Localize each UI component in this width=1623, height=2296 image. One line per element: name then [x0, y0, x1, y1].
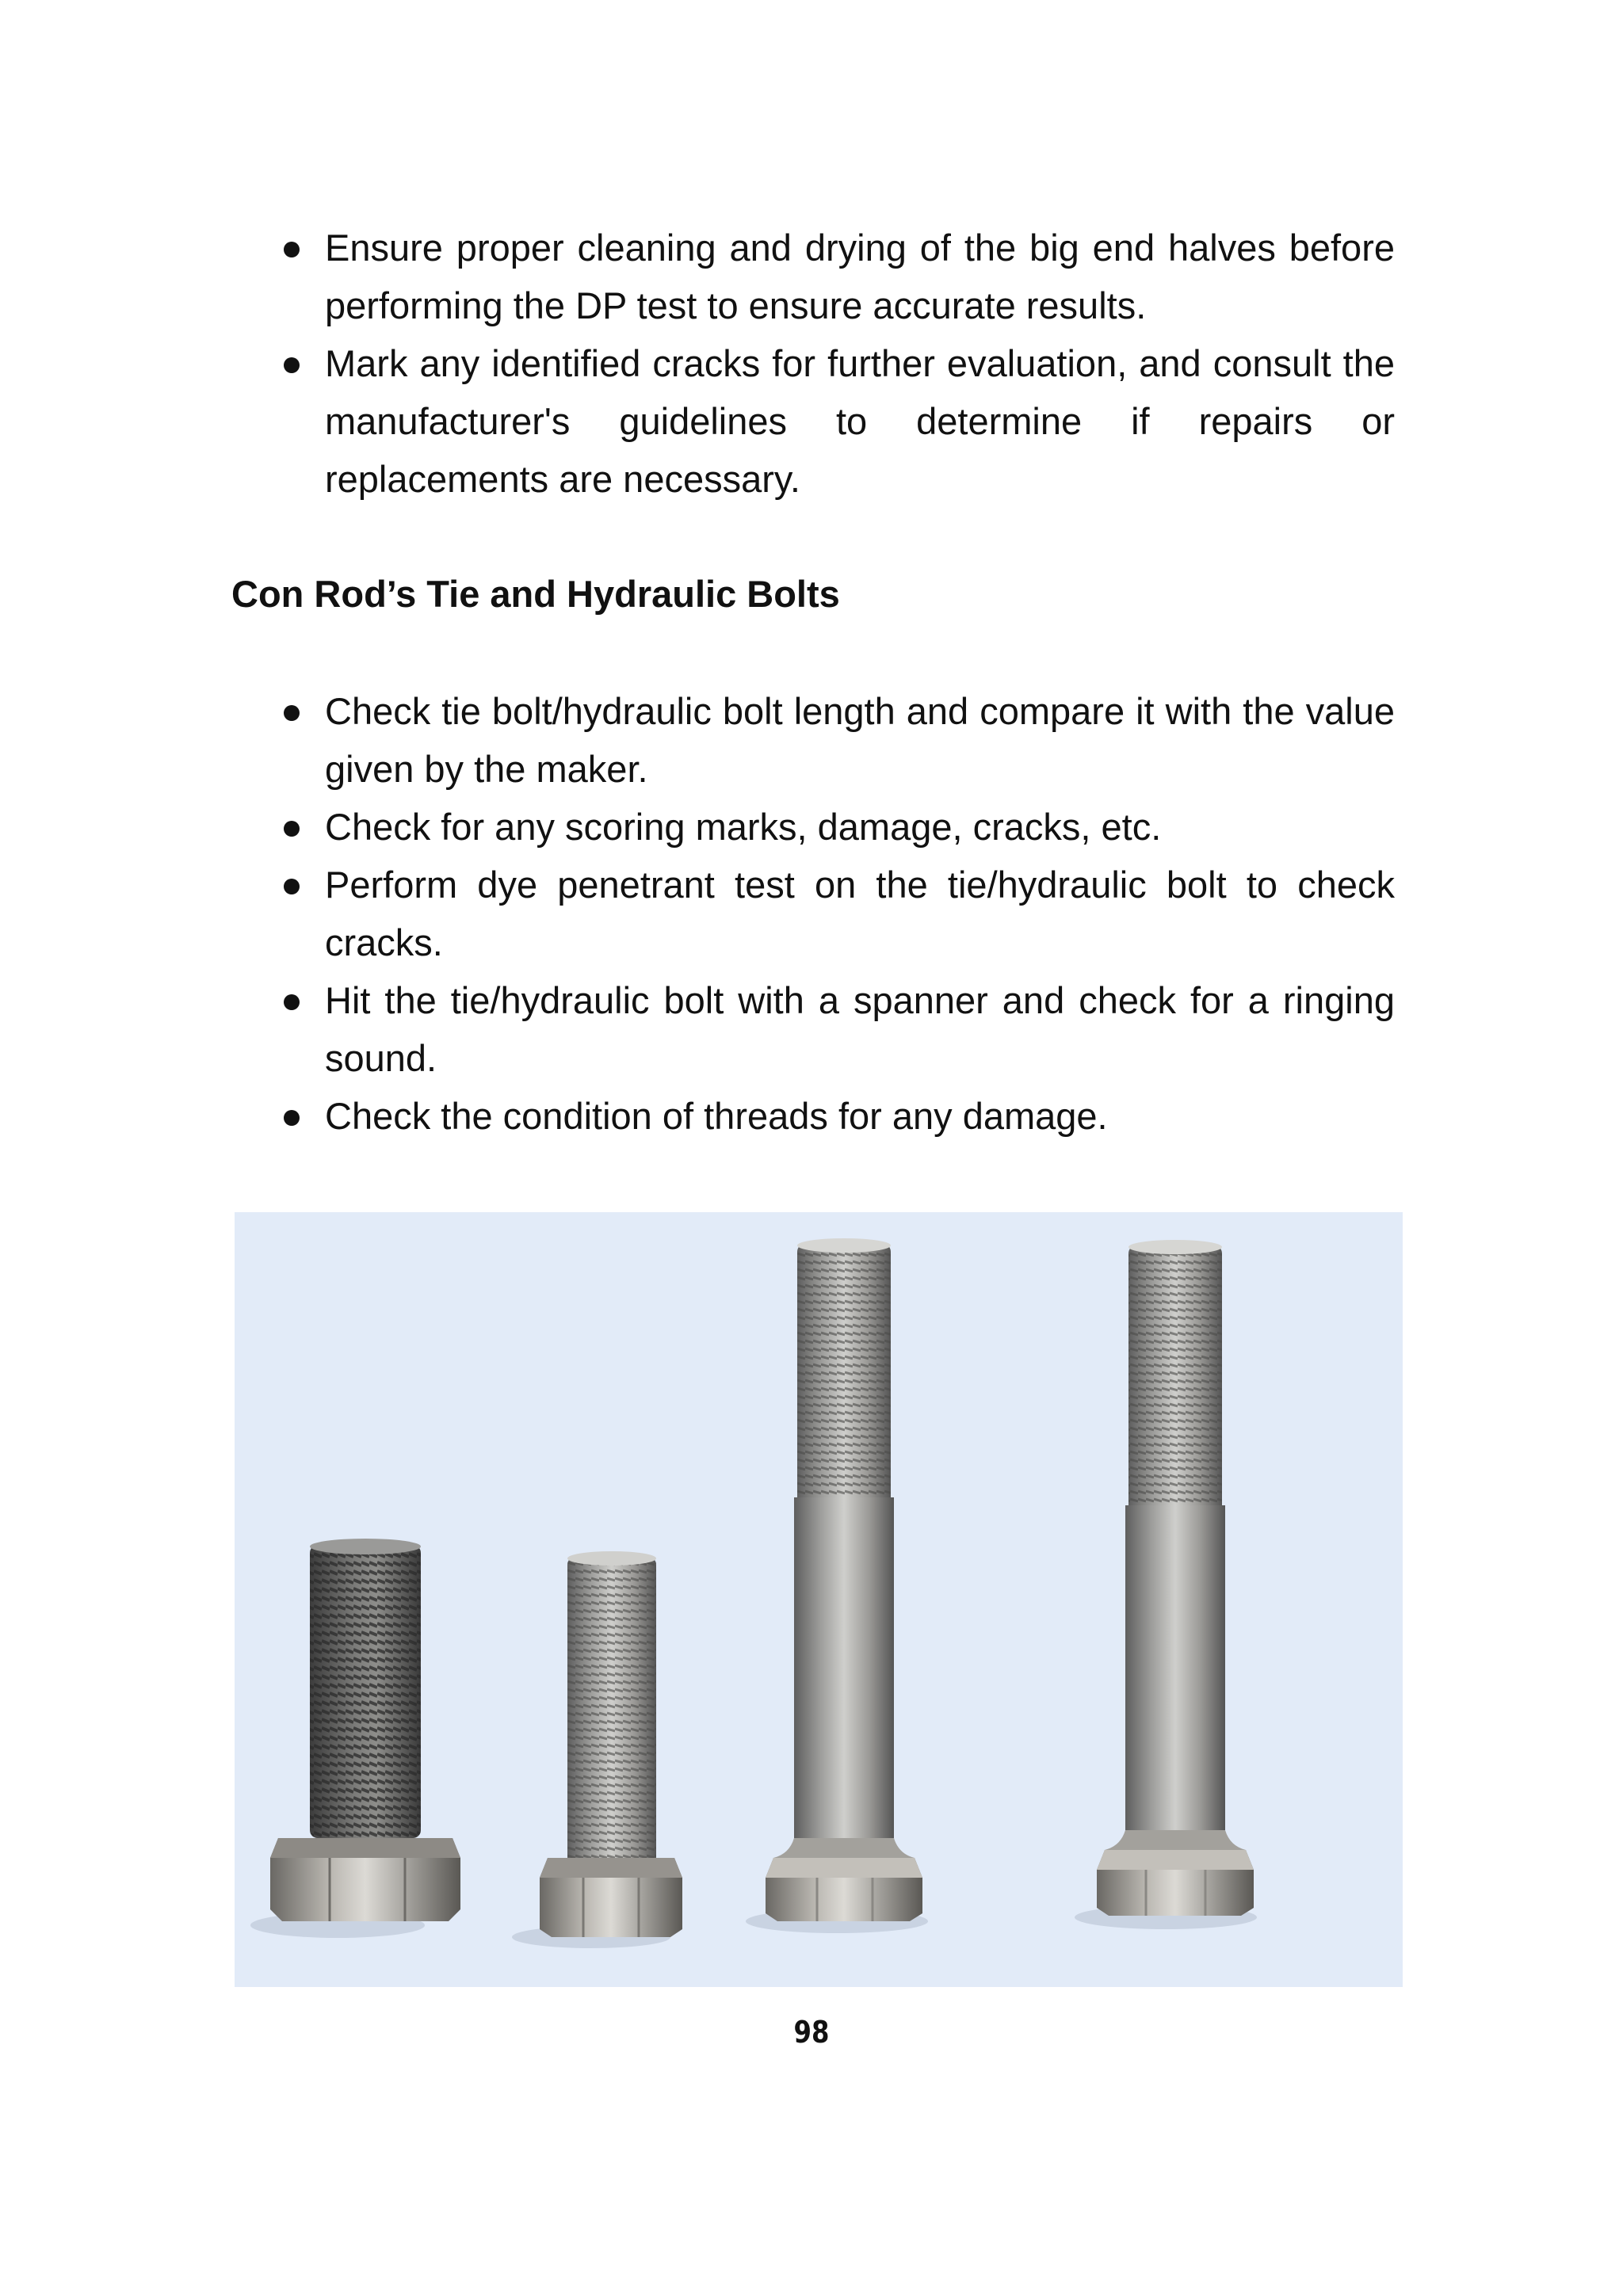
list-item-text: Check tie bolt/hydraulic bolt length and compare it with the value given by the maker. — [325, 690, 1395, 790]
bullet-icon — [284, 242, 300, 257]
bullet-icon — [284, 705, 300, 721]
page-number: 98 — [793, 2015, 830, 2050]
bullet-icon — [284, 357, 300, 373]
list-item-text: Check for any scoring marks, damage, cracks, etc. — [325, 806, 1162, 848]
bolt-short-coarse — [250, 1539, 460, 1938]
bullet-icon — [284, 1110, 300, 1126]
bolt-short-fine — [512, 1551, 682, 1948]
bullet-list-big-end — [277, 219, 1395, 508]
list-item-text: Ensure proper cleaning and drying of the big end halves before performing the DP test to ensure accurate results. — [325, 227, 1395, 326]
list-item — [277, 798, 1395, 856]
list-item — [277, 334, 1395, 508]
bolt-long-left — [746, 1238, 928, 1933]
bolt-long-right — [1075, 1240, 1257, 1929]
section-heading: Con Rod’s Tie and Hydraulic Bolts — [231, 573, 840, 615]
list-item — [277, 971, 1395, 1087]
list-item-text: Check the condition of threads for any damage. — [325, 1095, 1108, 1137]
bolts-photo — [235, 1212, 1403, 1987]
list-item — [277, 1087, 1395, 1145]
bullet-icon — [284, 994, 300, 1010]
list-item-text: Hit the tie/hydraulic bolt with a spanner and check for a ringing sound. — [325, 979, 1395, 1079]
list-item — [277, 856, 1395, 971]
bullet-icon — [284, 821, 300, 837]
list-item-text: Perform dye penetrant test on the tie/hydraulic bolt to check cracks. — [325, 864, 1395, 963]
list-item — [277, 219, 1395, 334]
list-item — [277, 682, 1395, 798]
bullet-list-bolts — [277, 682, 1395, 1145]
bullet-icon — [284, 879, 300, 894]
list-item-text: Mark any identified cracks for further evaluation, and consult the manufacturer's guidelines to determine if repairs or replacements are necessary. — [325, 342, 1395, 500]
